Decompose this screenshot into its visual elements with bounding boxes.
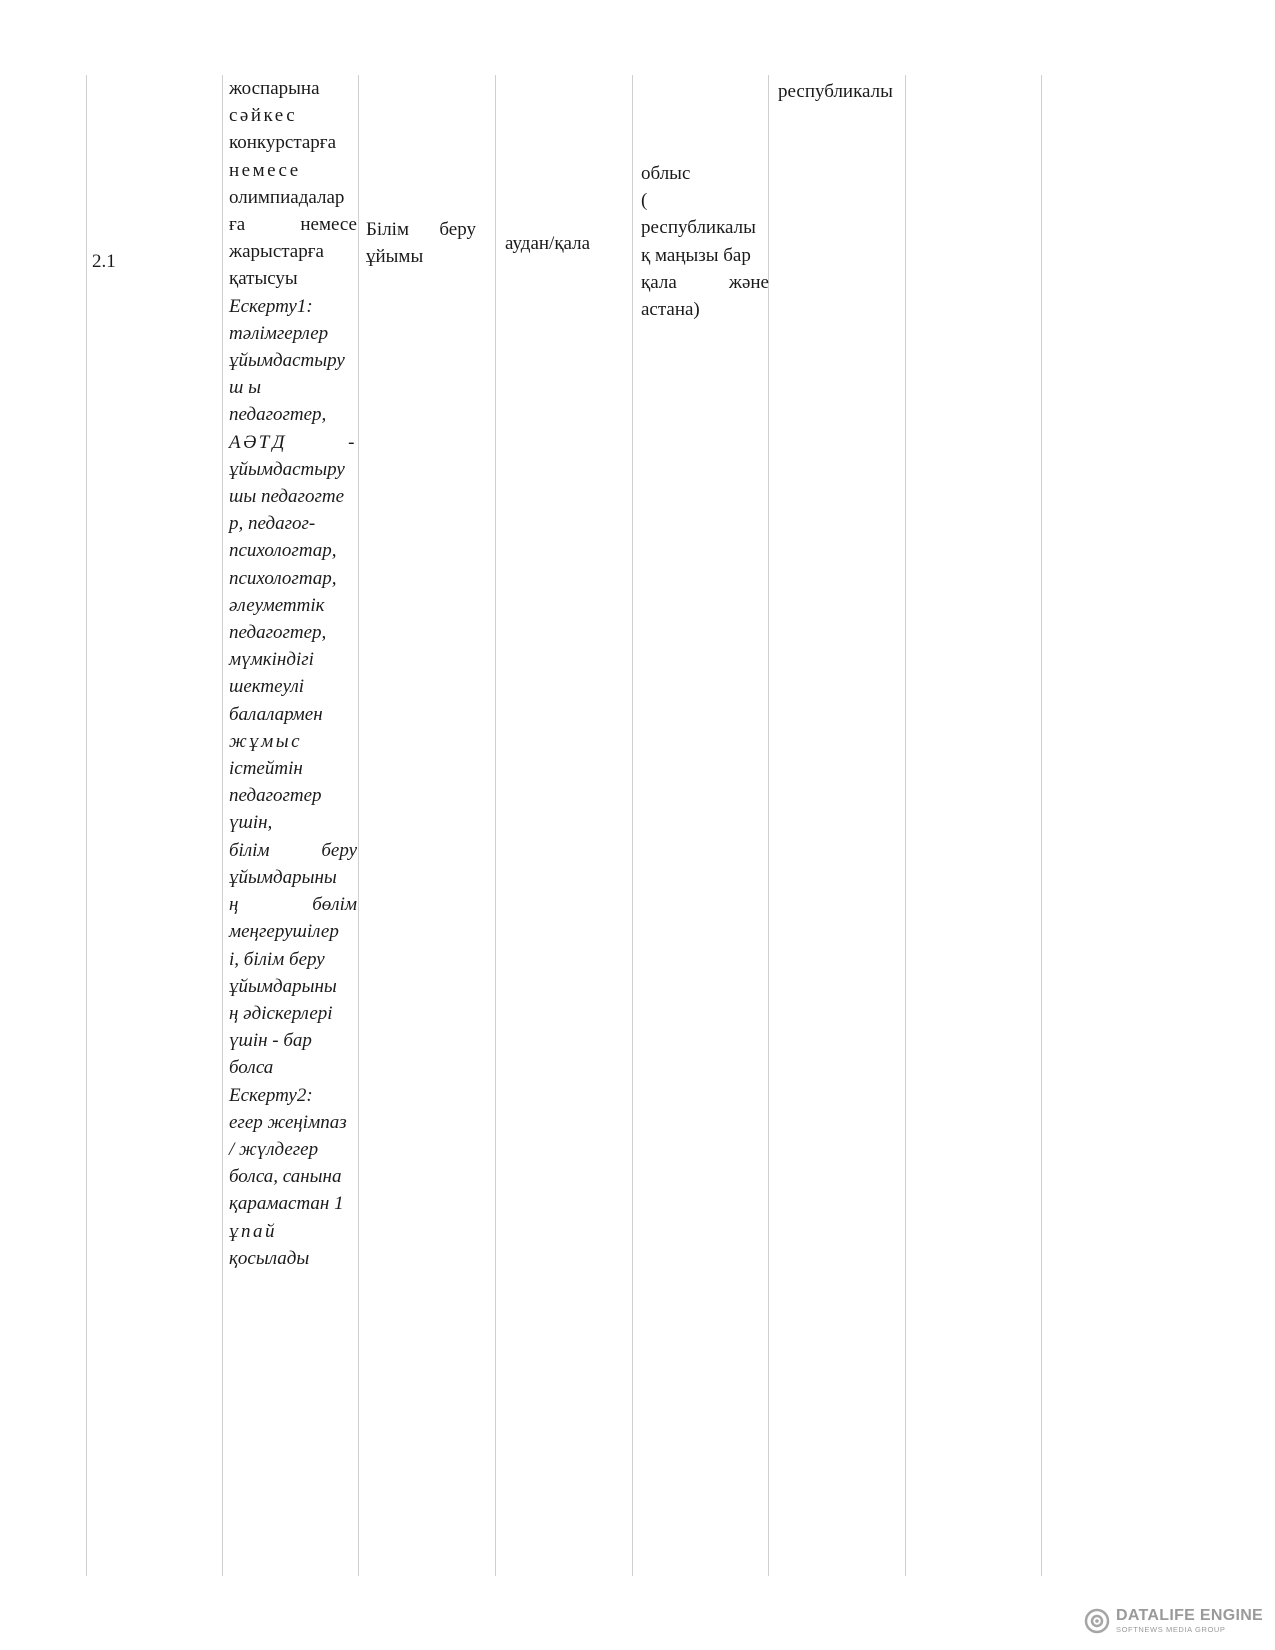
description-line: психологтар, [229, 540, 337, 562]
description-line: педагогтер, [229, 622, 327, 644]
row-number: 2.1 [92, 251, 116, 272]
logo-eye-icon [1084, 1608, 1110, 1634]
region-line: республикалы [641, 217, 756, 239]
column-divider [222, 75, 223, 1576]
region-line: қала және [641, 271, 769, 293]
description-line: АӘТД - [229, 431, 357, 453]
description-line: балалармен [229, 703, 323, 725]
description-line: педагогтер [229, 785, 322, 807]
republic-level: республикалы [778, 81, 893, 102]
column-divider [1041, 75, 1042, 1576]
description-line: жарыстарға [229, 241, 324, 263]
region-line: қ маңызы бар [641, 244, 751, 266]
description-line: конкурстарға [229, 132, 337, 154]
description-line: ш ы [229, 377, 261, 399]
description-line: меңгерушілер [229, 921, 339, 943]
description-line: үшін - бар [229, 1030, 312, 1052]
description-line: ұйымдарыны [229, 975, 337, 997]
description-line: олимпиадалар [229, 186, 345, 208]
description-line: і, білім беру [229, 948, 325, 970]
description-line: Ескерту2: [229, 1084, 313, 1106]
description-line: ұйымдастыру [229, 458, 345, 480]
organization-level [366, 216, 481, 270]
description-line: ұйымдарыны [229, 866, 337, 888]
description-line: жоспарына [229, 78, 320, 99]
column-divider [495, 75, 496, 1576]
description-line: үшін, [229, 812, 273, 834]
description-line: болса [229, 1057, 274, 1079]
description-line: тәлімгерлер [229, 322, 329, 344]
organization-line-1: Білім беру [366, 219, 476, 240]
description-line: мүмкіндігі [229, 649, 314, 671]
district-level: аудан/қала [505, 233, 591, 254]
description-line: білім беру [229, 839, 357, 861]
description-line: қарамастан 1 [229, 1193, 344, 1215]
column-divider [86, 75, 87, 1576]
description-line: шектеулі [229, 676, 305, 698]
description-line: ға немесе [229, 214, 357, 236]
description-line: психологтар, [229, 567, 337, 589]
column-divider [632, 75, 633, 1576]
description-line: сәйкес [229, 105, 298, 127]
description-line: / жүлдегер [229, 1138, 319, 1160]
description-line: ң бөлім [229, 894, 357, 916]
description-line: ұйымдастыру [229, 350, 345, 372]
region-line: ( [641, 190, 648, 212]
column-divider [905, 75, 906, 1576]
description-line: болса, санына [229, 1166, 342, 1188]
region-line: облыс [641, 163, 691, 184]
datalife-engine-logo [1084, 1608, 1263, 1634]
description-line: қосылады [229, 1247, 310, 1269]
logo-name: DATALIFE ENGINE [1116, 1607, 1264, 1625]
description-line: ң әдіскерлері [229, 1002, 333, 1024]
description-line: қатысуы [229, 268, 298, 290]
region-level [641, 160, 769, 323]
description-line: педагогтер, [229, 404, 327, 426]
description-line: әлеуметтік [229, 594, 325, 616]
logo-subtitle: SOFTNEWS MEDIA GROUP [1116, 1625, 1226, 1635]
description-line: немесе [229, 159, 301, 181]
organization-line-2: ұйымы [366, 246, 424, 268]
description-line: істейтін [229, 758, 303, 780]
description-line: егер жеңімпаз [229, 1111, 347, 1133]
criterion-description [229, 75, 364, 1272]
description-line: р, педагог- [229, 513, 316, 535]
description-line: Ескерту1: [229, 295, 313, 317]
description-line: жұмыс [229, 730, 303, 752]
region-line: астана) [641, 299, 700, 321]
description-line: ұпай [229, 1220, 277, 1242]
description-line: шы педагогте [229, 486, 345, 508]
